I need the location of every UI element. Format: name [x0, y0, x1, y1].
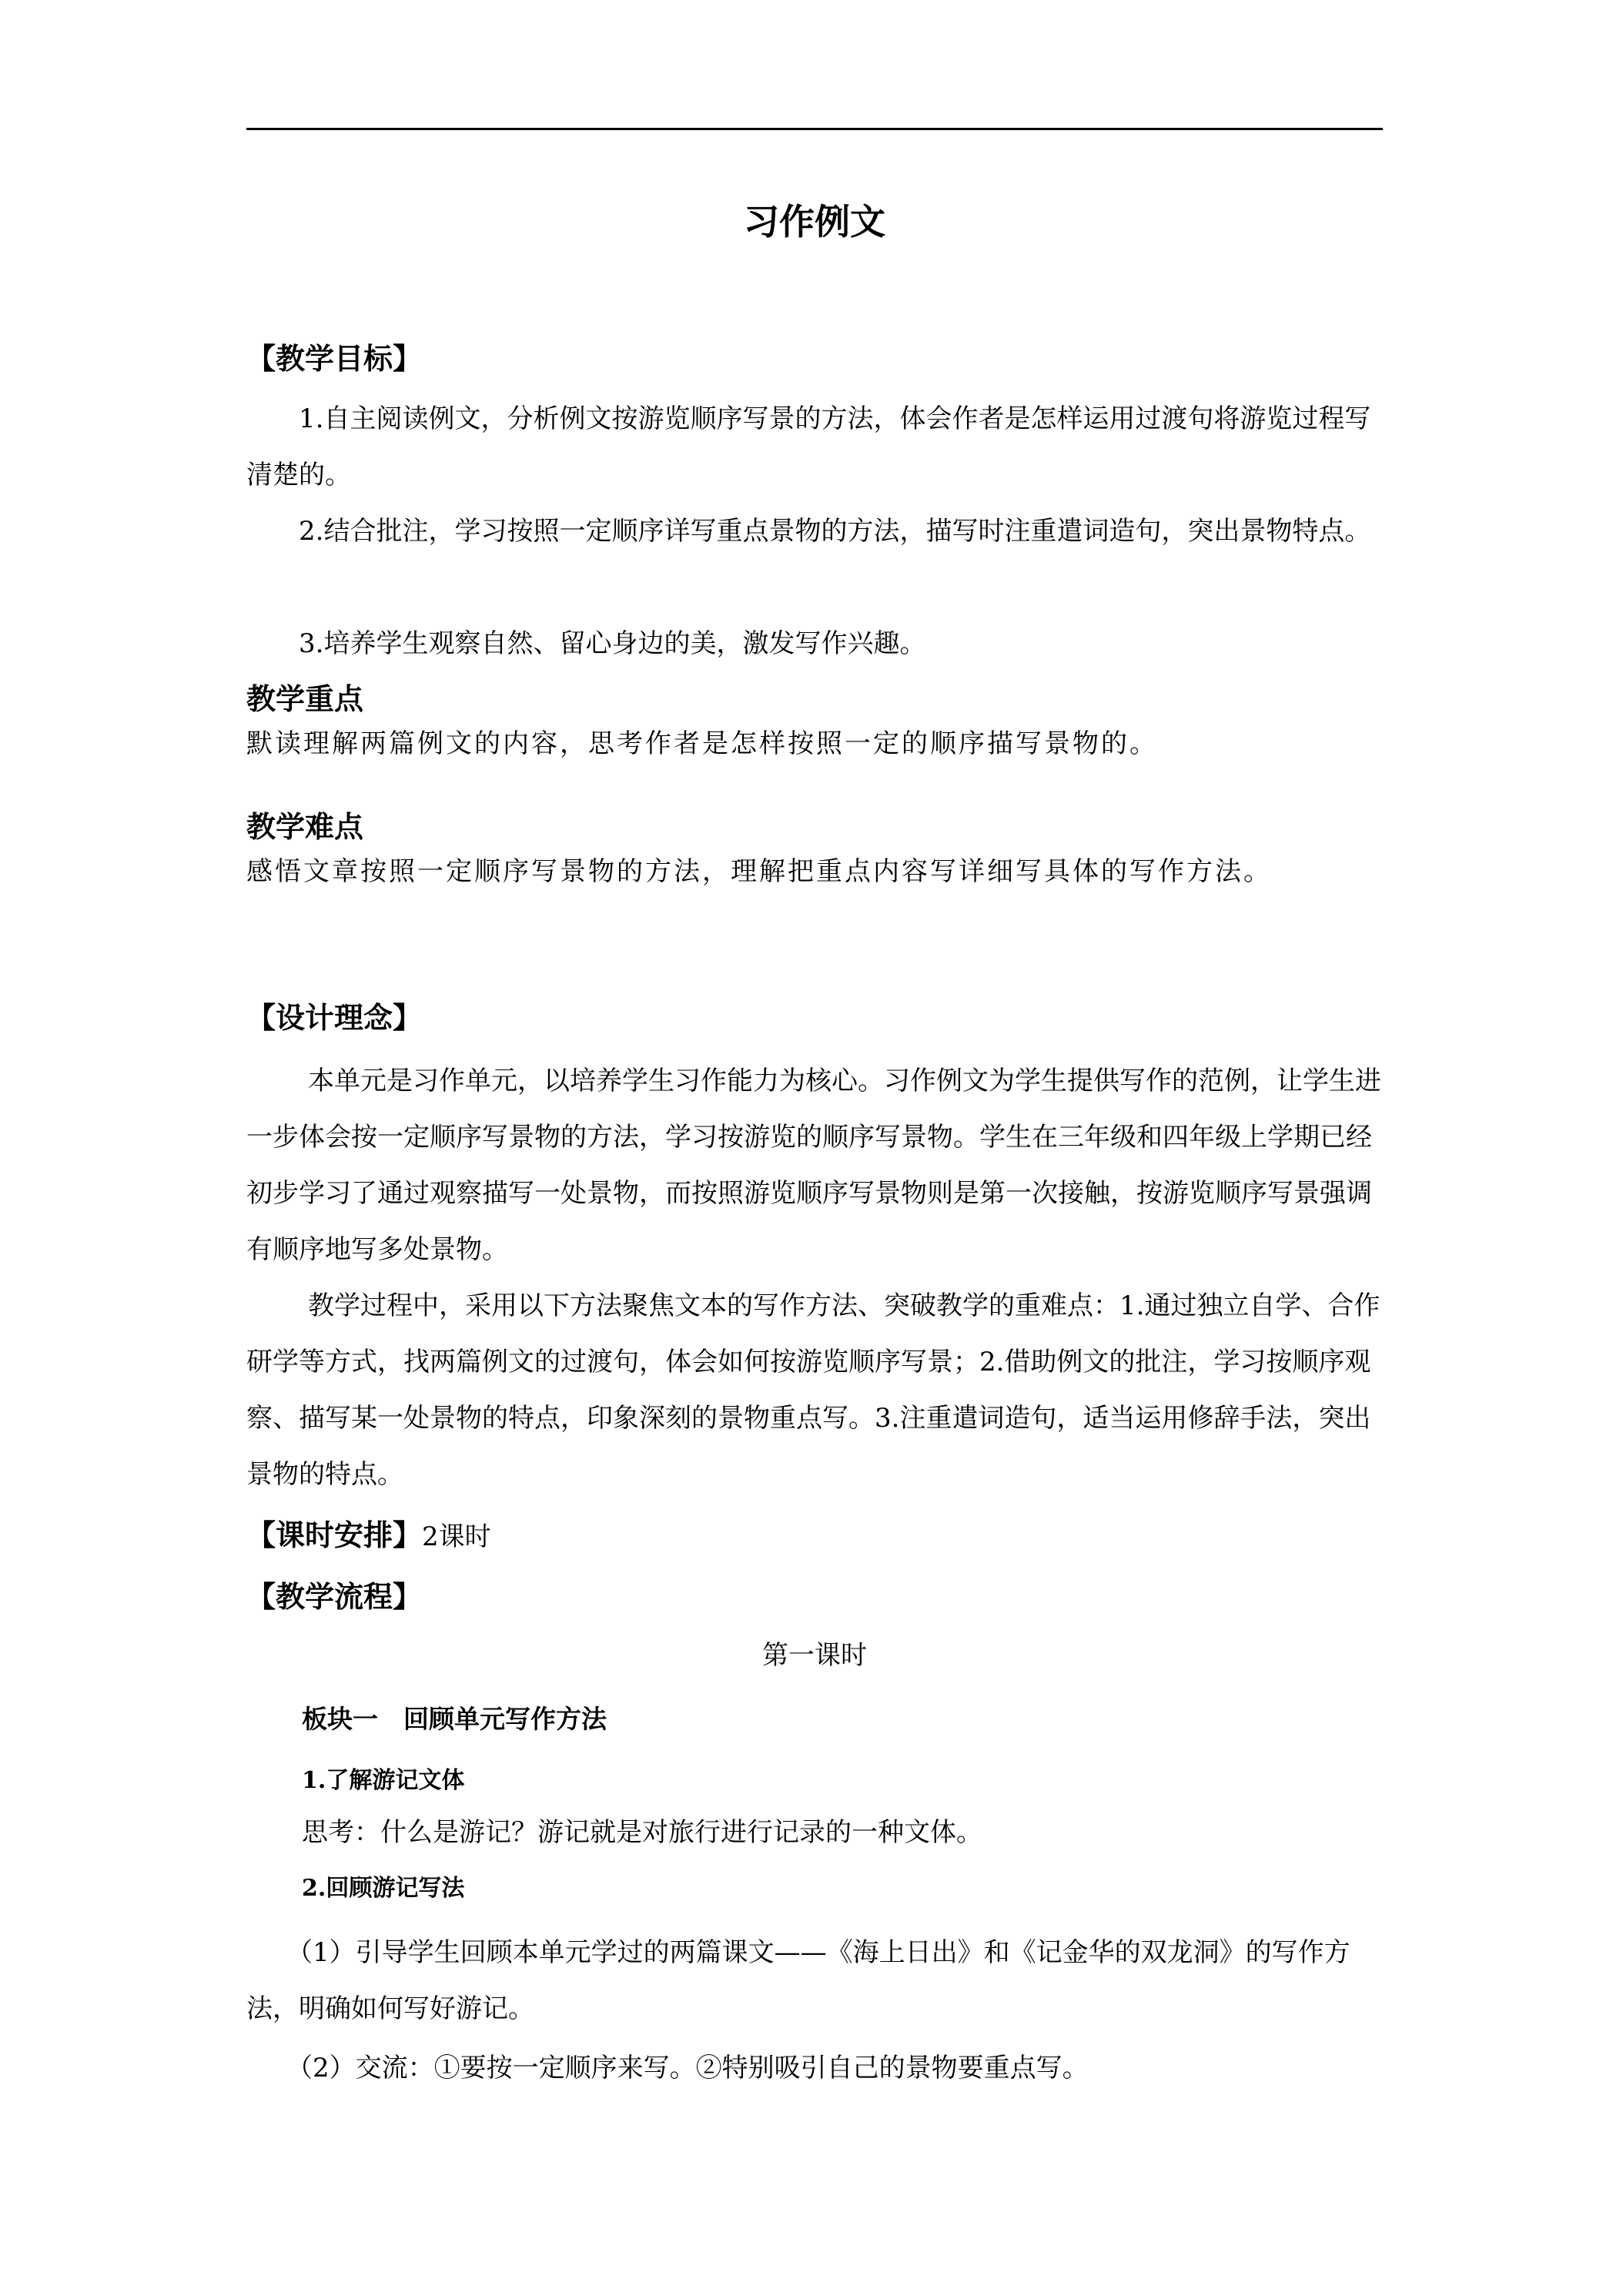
lesson-title: 第一课时 — [762, 1640, 867, 1671]
header-rule — [246, 128, 1383, 130]
schedule-value: 2课时 — [422, 1521, 491, 1552]
key-points-text: 默读理解两篇例文的内容，思考作者是怎样按照一定的顺序描写景物的。 — [246, 728, 1158, 759]
page-title: 习作例文 — [744, 201, 885, 243]
difficulties-text: 感悟文章按照一定顺序写景物的方法，理解把重点内容写详细写具体的写作方法。 — [246, 856, 1272, 887]
objective-1: 1.自主阅读例文，分析例文按游览顺序写景的方法，体会作者是怎样运用过渡句将游览过程写清楚的。 — [246, 403, 1371, 490]
schedule-heading-label: 【课时安排】 — [246, 1518, 423, 1552]
objective-2: 2.结合批注，学习按照一定顺序详写重点景物的方法，描写时注重遣词造句，突出景物特点。 — [299, 516, 1371, 547]
step2-paragraph-1: （1）引导学生回顾本单元学过的两篇课文——《海上日出》和《记金华的双龙洞》的写作方法，明确如何写好游记。 — [246, 1937, 1350, 2024]
schedule-heading — [246, 1515, 1383, 1557]
step1-text: 思考：什么是游记？游记就是对旅行进行记录的一种文体。 — [302, 1817, 982, 1848]
objectives-heading: 【教学目标】 — [246, 342, 423, 376]
step1-title: 1.了解游记文体 — [302, 1767, 465, 1794]
design-heading: 【设计理念】 — [246, 1001, 423, 1035]
step2-title: 2.回顾游记写法 — [302, 1875, 465, 1902]
step2-paragraph-2: （2）交流：①要按一定顺序来写。②特别吸引自己的景物要重点写。 — [286, 2053, 1089, 2083]
key-points-heading: 教学重点 — [246, 682, 364, 716]
design-paragraph-1: 本单元是习作单元，以培养学生习作能力为核心。习作例文为学生提供写作的范例，让学生进一步体会按一定顺序写景物的方法，学习按游览的顺序写景物。学生在三年级和四年级上学期已经初步学习了通过观察描写一处景物，而按照游览顺序写景物则是第一次接触，按游览顺序写景强调有顺序地写多处景物。 — [246, 1066, 1381, 1265]
objective-3: 3.培养学生观察自然、留心身边的美，激发写作兴趣。 — [299, 628, 926, 659]
difficulties-heading: 教学难点 — [246, 810, 364, 844]
flow-heading: 【教学流程】 — [246, 1580, 423, 1614]
design-paragraph-2: 教学过程中，采用以下方法聚焦文本的写作方法、突破教学的重难点：1.通过独立自学、合作研学等方式，找两篇例文的过渡句，体会如何按游览顺序写景；2.借助例文的批注，学习按顺序观察、描写某一处景物的特点，印象深刻的景物重点写。3.注重遣词造句，适当运用修辞手法，突出景物的特点。 — [246, 1290, 1380, 1490]
block-title: 板块一 回顾单元写作方法 — [302, 1704, 607, 1734]
